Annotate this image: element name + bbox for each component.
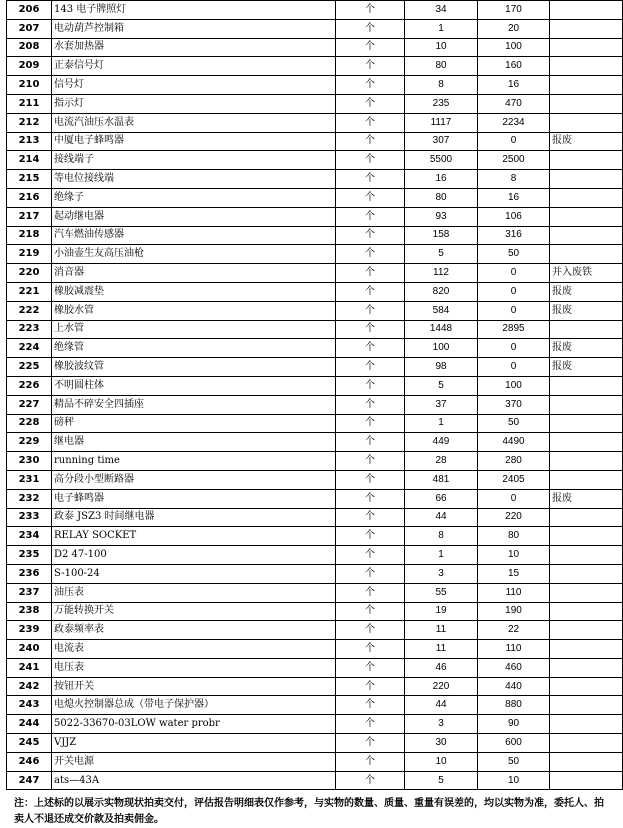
row-number: 246 (7, 752, 52, 771)
item-name: 政泰频率表 (52, 621, 336, 640)
remark-cell (550, 188, 623, 207)
row-number: 225 (7, 358, 52, 377)
value-cell: 50 (478, 245, 550, 264)
value-cell: 2895 (478, 320, 550, 339)
item-name: 接线端子 (52, 151, 336, 170)
remark-cell (550, 395, 623, 414)
row-number: 215 (7, 170, 52, 189)
table-row (7, 376, 623, 395)
remark-cell (550, 226, 623, 245)
quantity-cell: 3 (405, 564, 478, 583)
table-row (7, 395, 623, 414)
table-row (7, 621, 623, 640)
table-row (7, 470, 623, 489)
quantity-cell: 584 (405, 301, 478, 320)
quantity-cell: 44 (405, 508, 478, 527)
quantity-cell: 5 (405, 376, 478, 395)
row-number: 230 (7, 452, 52, 471)
quantity-cell: 235 (405, 94, 478, 113)
table-row (7, 264, 623, 283)
value-cell: 0 (478, 282, 550, 301)
value-cell: 16 (478, 188, 550, 207)
unit-cell: 个 (336, 527, 405, 546)
item-name: 起动继电器 (52, 207, 336, 226)
quantity-cell: 98 (405, 358, 478, 377)
unit-cell: 个 (336, 170, 405, 189)
footnote: 注：上述标的以展示实物现状拍卖交付，评估报告明细表仅作参考，与实物的数量、质量、重量有误差的，均以实物为准，委托人、拍卖人不退还成交价款及拍卖佣金。 (14, 798, 604, 825)
value-cell: 190 (478, 602, 550, 621)
item-name: 汽车燃油传感器 (52, 226, 336, 245)
remark-cell: 报废 (550, 358, 623, 377)
table-row (7, 339, 623, 358)
item-name: 电压表 (52, 658, 336, 677)
table-row (7, 696, 623, 715)
item-name: 电流表 (52, 640, 336, 659)
table-row (7, 583, 623, 602)
remark-cell (550, 602, 623, 621)
quantity-cell: 11 (405, 621, 478, 640)
unit-cell: 个 (336, 621, 405, 640)
table-row (7, 564, 623, 583)
unit-cell: 个 (336, 226, 405, 245)
item-name: 万能转换开关 (52, 602, 336, 621)
value-cell: 0 (478, 339, 550, 358)
unit-cell: 个 (336, 151, 405, 170)
table-row (7, 301, 623, 320)
unit-cell: 个 (336, 113, 405, 132)
value-cell: 106 (478, 207, 550, 226)
quantity-cell: 30 (405, 734, 478, 753)
quantity-cell: 100 (405, 339, 478, 358)
remark-cell (550, 527, 623, 546)
remark-cell (550, 752, 623, 771)
value-cell: 2234 (478, 113, 550, 132)
table-row (7, 677, 623, 696)
unit-cell: 个 (336, 696, 405, 715)
table-row (7, 752, 623, 771)
remark-cell (550, 470, 623, 489)
unit-cell: 个 (336, 677, 405, 696)
table-row (7, 19, 623, 38)
table-row (7, 358, 623, 377)
value-cell: 316 (478, 226, 550, 245)
value-cell: 880 (478, 696, 550, 715)
quantity-cell: 449 (405, 433, 478, 452)
item-name: 橡胶减震垫 (52, 282, 336, 301)
value-cell: 110 (478, 640, 550, 659)
item-name: ats—43A (52, 771, 336, 790)
quantity-cell: 55 (405, 583, 478, 602)
table-row (7, 320, 623, 339)
table-row (7, 76, 623, 95)
item-name: VJJZ (52, 734, 336, 753)
unit-cell: 个 (336, 470, 405, 489)
unit-cell: 个 (336, 771, 405, 790)
item-name: 中厦电子蜂鸣器 (52, 132, 336, 151)
value-cell: 600 (478, 734, 550, 753)
row-number: 229 (7, 433, 52, 452)
quantity-cell: 1117 (405, 113, 478, 132)
remark-cell: 并入废铁 (550, 264, 623, 283)
value-cell: 460 (478, 658, 550, 677)
table-row (7, 452, 623, 471)
item-name: 等电位接线端 (52, 170, 336, 189)
quantity-cell: 158 (405, 226, 478, 245)
row-number: 239 (7, 621, 52, 640)
item-name: 信号灯 (52, 76, 336, 95)
remark-cell (550, 151, 623, 170)
unit-cell: 个 (336, 57, 405, 76)
unit-cell: 个 (336, 76, 405, 95)
table-row (7, 170, 623, 189)
unit-cell: 个 (336, 752, 405, 771)
quantity-cell: 8 (405, 527, 478, 546)
row-number: 238 (7, 602, 52, 621)
quantity-cell: 220 (405, 677, 478, 696)
row-number: 220 (7, 264, 52, 283)
value-cell: 0 (478, 301, 550, 320)
table-row (7, 715, 623, 734)
value-cell: 160 (478, 57, 550, 76)
unit-cell: 个 (336, 1, 405, 20)
row-number: 212 (7, 113, 52, 132)
item-name: 143 电子牌照灯 (52, 1, 336, 20)
item-name: 电子蜂鸣器 (52, 489, 336, 508)
unit-cell: 个 (336, 132, 405, 151)
value-cell: 100 (478, 376, 550, 395)
remark-cell (550, 771, 623, 790)
remark-cell (550, 564, 623, 583)
remark-cell (550, 734, 623, 753)
remark-cell: 报废 (550, 489, 623, 508)
row-number: 214 (7, 151, 52, 170)
remark-cell (550, 207, 623, 226)
remark-cell (550, 452, 623, 471)
table-row (7, 282, 623, 301)
remark-cell (550, 1, 623, 20)
item-name: 上水管 (52, 320, 336, 339)
item-name: 按钮开关 (52, 677, 336, 696)
row-number: 207 (7, 19, 52, 38)
remark-cell (550, 76, 623, 95)
unit-cell: 个 (336, 188, 405, 207)
unit-cell: 个 (336, 734, 405, 753)
remark-cell (550, 245, 623, 264)
row-number: 209 (7, 57, 52, 76)
quantity-cell: 8 (405, 76, 478, 95)
table-row (7, 771, 623, 790)
table-row (7, 508, 623, 527)
value-cell: 50 (478, 414, 550, 433)
value-cell: 2500 (478, 151, 550, 170)
table-row (7, 38, 623, 57)
row-number: 213 (7, 132, 52, 151)
remark-cell (550, 658, 623, 677)
remark-cell (550, 113, 623, 132)
row-number: 223 (7, 320, 52, 339)
item-name: 电熄火控制器总成（带电子保护器） (52, 696, 336, 715)
value-cell: 8 (478, 170, 550, 189)
table-row (7, 94, 623, 113)
unit-cell: 个 (336, 264, 405, 283)
quantity-cell: 28 (405, 452, 478, 471)
value-cell: 22 (478, 621, 550, 640)
unit-cell: 个 (336, 245, 405, 264)
value-cell: 100 (478, 38, 550, 57)
item-name: running time (52, 452, 336, 471)
unit-cell: 个 (336, 19, 405, 38)
quantity-cell: 44 (405, 696, 478, 715)
table-row (7, 132, 623, 151)
remark-cell (550, 640, 623, 659)
table-row (7, 734, 623, 753)
value-cell: 0 (478, 132, 550, 151)
table-row (7, 489, 623, 508)
unit-cell: 个 (336, 282, 405, 301)
remark-cell (550, 433, 623, 452)
value-cell: 20 (478, 19, 550, 38)
remark-cell: 报废 (550, 282, 623, 301)
quantity-cell: 37 (405, 395, 478, 414)
value-cell: 10 (478, 546, 550, 565)
table-row (7, 113, 623, 132)
value-cell: 170 (478, 1, 550, 20)
quantity-cell: 5 (405, 771, 478, 790)
unit-cell: 个 (336, 546, 405, 565)
row-number: 240 (7, 640, 52, 659)
row-number: 234 (7, 527, 52, 546)
quantity-cell: 5500 (405, 151, 478, 170)
row-number: 241 (7, 658, 52, 677)
value-cell: 90 (478, 715, 550, 734)
row-number: 218 (7, 226, 52, 245)
table-row (7, 245, 623, 264)
quantity-cell: 1 (405, 414, 478, 433)
unit-cell: 个 (336, 358, 405, 377)
item-name: 精品不碎安全四插座 (52, 395, 336, 414)
remark-cell (550, 715, 623, 734)
item-name: 磅秤 (52, 414, 336, 433)
table-row (7, 414, 623, 433)
quantity-cell: 820 (405, 282, 478, 301)
quantity-cell: 1448 (405, 320, 478, 339)
unit-cell: 个 (336, 640, 405, 659)
value-cell: 80 (478, 527, 550, 546)
row-number: 231 (7, 470, 52, 489)
remark-cell (550, 38, 623, 57)
table-row (7, 658, 623, 677)
row-number: 235 (7, 546, 52, 565)
unit-cell: 个 (336, 38, 405, 57)
quantity-cell: 80 (405, 57, 478, 76)
table-row (7, 151, 623, 170)
row-number: 236 (7, 564, 52, 583)
row-number: 227 (7, 395, 52, 414)
item-name: 水套加热器 (52, 38, 336, 57)
unit-cell: 个 (336, 94, 405, 113)
item-name: 正泰信号灯 (52, 57, 336, 76)
item-name: 指示灯 (52, 94, 336, 113)
row-number: 206 (7, 1, 52, 20)
remark-cell (550, 546, 623, 565)
item-name: 消音器 (52, 264, 336, 283)
row-number: 219 (7, 245, 52, 264)
table-row (7, 57, 623, 76)
item-name: 高分段小型断路器 (52, 470, 336, 489)
inventory-table-body (7, 1, 623, 790)
value-cell: 2405 (478, 470, 550, 489)
quantity-cell: 10 (405, 752, 478, 771)
row-number: 216 (7, 188, 52, 207)
table-row (7, 546, 623, 565)
unit-cell: 个 (336, 564, 405, 583)
remark-cell (550, 320, 623, 339)
row-number: 210 (7, 76, 52, 95)
row-number: 242 (7, 677, 52, 696)
table-row (7, 602, 623, 621)
value-cell: 0 (478, 358, 550, 377)
unit-cell: 个 (336, 207, 405, 226)
item-name: 油压表 (52, 583, 336, 602)
remark-cell (550, 621, 623, 640)
item-name: 绝缘子 (52, 188, 336, 207)
unit-cell: 个 (336, 508, 405, 527)
table-row (7, 188, 623, 207)
remark-cell (550, 170, 623, 189)
table-row (7, 640, 623, 659)
value-cell: 0 (478, 264, 550, 283)
row-number: 221 (7, 282, 52, 301)
remark-cell: 报废 (550, 132, 623, 151)
remark-cell (550, 696, 623, 715)
quantity-cell: 307 (405, 132, 478, 151)
item-name: 不明圆柱体 (52, 376, 336, 395)
row-number: 224 (7, 339, 52, 358)
item-name: 政泰 JSZ3 时间继电器 (52, 508, 336, 527)
quantity-cell: 19 (405, 602, 478, 621)
remark-cell (550, 508, 623, 527)
quantity-cell: 34 (405, 1, 478, 20)
quantity-cell: 93 (405, 207, 478, 226)
value-cell: 440 (478, 677, 550, 696)
remark-cell (550, 414, 623, 433)
row-number: 243 (7, 696, 52, 715)
item-name: 电流汽油压水温表 (52, 113, 336, 132)
unit-cell: 个 (336, 339, 405, 358)
table-row (7, 433, 623, 452)
row-number: 228 (7, 414, 52, 433)
item-name: 电动葫芦控制箱 (52, 19, 336, 38)
value-cell: 470 (478, 94, 550, 113)
value-cell: 15 (478, 564, 550, 583)
remark-cell: 报废 (550, 301, 623, 320)
quantity-cell: 1 (405, 19, 478, 38)
item-name: 开关电源 (52, 752, 336, 771)
value-cell: 4490 (478, 433, 550, 452)
unit-cell: 个 (336, 715, 405, 734)
unit-cell: 个 (336, 602, 405, 621)
item-name: 绝缘管 (52, 339, 336, 358)
unit-cell: 个 (336, 395, 405, 414)
table-row (7, 1, 623, 20)
table-row (7, 207, 623, 226)
inventory-table (6, 0, 623, 790)
item-name: 继电器 (52, 433, 336, 452)
table-row (7, 226, 623, 245)
unit-cell: 个 (336, 301, 405, 320)
quantity-cell: 112 (405, 264, 478, 283)
item-name: 小油壶生友高压油枪 (52, 245, 336, 264)
item-name: D2 47-100 (52, 546, 336, 565)
unit-cell: 个 (336, 433, 405, 452)
quantity-cell: 3 (405, 715, 478, 734)
row-number: 233 (7, 508, 52, 527)
row-number: 232 (7, 489, 52, 508)
unit-cell: 个 (336, 583, 405, 602)
unit-cell: 个 (336, 414, 405, 433)
value-cell: 0 (478, 489, 550, 508)
item-name: 橡胶水管 (52, 301, 336, 320)
remark-cell (550, 19, 623, 38)
row-number: 237 (7, 583, 52, 602)
value-cell: 370 (478, 395, 550, 414)
row-number: 211 (7, 94, 52, 113)
remark-cell: 报废 (550, 339, 623, 358)
remark-cell (550, 57, 623, 76)
quantity-cell: 10 (405, 38, 478, 57)
row-number: 247 (7, 771, 52, 790)
value-cell: 16 (478, 76, 550, 95)
quantity-cell: 1 (405, 546, 478, 565)
row-number: 226 (7, 376, 52, 395)
quantity-cell: 5 (405, 245, 478, 264)
table-row (7, 527, 623, 546)
value-cell: 10 (478, 771, 550, 790)
unit-cell: 个 (336, 320, 405, 339)
row-number: 217 (7, 207, 52, 226)
value-cell: 280 (478, 452, 550, 471)
unit-cell: 个 (336, 489, 405, 508)
remark-cell (550, 376, 623, 395)
row-number: 222 (7, 301, 52, 320)
item-name: S-100-24 (52, 564, 336, 583)
remark-cell (550, 677, 623, 696)
unit-cell: 个 (336, 658, 405, 677)
quantity-cell: 80 (405, 188, 478, 207)
value-cell: 50 (478, 752, 550, 771)
unit-cell: 个 (336, 376, 405, 395)
item-name: 橡胶波纹管 (52, 358, 336, 377)
item-name: RELAY SOCKET (52, 527, 336, 546)
row-number: 244 (7, 715, 52, 734)
value-cell: 220 (478, 508, 550, 527)
unit-cell: 个 (336, 452, 405, 471)
quantity-cell: 46 (405, 658, 478, 677)
item-name: 5022-33670-03LOW water probr (52, 715, 336, 734)
quantity-cell: 481 (405, 470, 478, 489)
remark-cell (550, 94, 623, 113)
remark-cell (550, 583, 623, 602)
row-number: 208 (7, 38, 52, 57)
row-number: 245 (7, 734, 52, 753)
value-cell: 110 (478, 583, 550, 602)
quantity-cell: 11 (405, 640, 478, 659)
quantity-cell: 16 (405, 170, 478, 189)
quantity-cell: 66 (405, 489, 478, 508)
